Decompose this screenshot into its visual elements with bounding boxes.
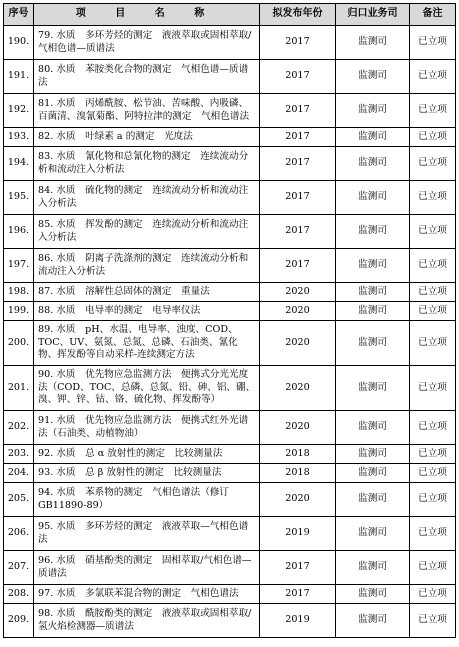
release-year-cell: 2018: [260, 445, 336, 464]
row-number-cell: 199.: [4, 302, 34, 321]
project-name-cell: 85. 水质 挥发酚的测定 连续流动分析和流动注入分析法: [34, 215, 260, 249]
release-year-cell: 2017: [260, 181, 336, 215]
department-cell: 监测司: [336, 215, 410, 249]
row-number-cell: 201.: [4, 366, 34, 411]
project-name-cell: 90. 水质 优先物应急监测方法 便携式分光光度法（COD、TOC、总磷、总氮、铅、砷、铝、硼、溴、钾、锌、钴、铬、硫化物、挥发酚等）: [34, 366, 260, 411]
release-year-cell: 2020: [260, 411, 336, 445]
table-row: [4, 181, 456, 215]
remark-cell: 已立项: [410, 464, 456, 483]
release-year-cell: 2020: [260, 302, 336, 321]
table-row: [4, 26, 456, 60]
project-name-cell: 79. 水质 多环芳烃的测定 液液萃取或固相萃取/气相色谱—质谱法: [34, 26, 260, 60]
header-no: 序号: [4, 4, 34, 26]
table-row: [4, 321, 456, 366]
row-number-cell: 194.: [4, 147, 34, 181]
project-name-cell: 82. 水质 叶绿素 a 的测定 光度法: [34, 128, 260, 147]
department-cell: 监测司: [336, 147, 410, 181]
project-name-cell: 88. 水质 电导率的测定 电导率仪法: [34, 302, 260, 321]
release-year-cell: 2017: [260, 551, 336, 585]
table-body: [4, 26, 456, 638]
remark-cell: 已立项: [410, 604, 456, 638]
project-name-cell: 83. 水质 氰化物和总氰化物的测定 连续流动分析和流动注入分析法: [34, 147, 260, 181]
remark-cell: 已立项: [410, 411, 456, 445]
remark-cell: 已立项: [410, 445, 456, 464]
release-year-cell: 2018: [260, 464, 336, 483]
row-number-cell: 200.: [4, 321, 34, 366]
department-cell: 监测司: [336, 411, 410, 445]
table-row: [4, 483, 456, 517]
remark-cell: 已立项: [410, 60, 456, 94]
table-row: [4, 249, 456, 283]
remark-cell: 已立项: [410, 128, 456, 147]
release-year-cell: 2019: [260, 604, 336, 638]
project-name-cell: 91. 水质 优先物应急监测方法 便携式红外光谱法（石油类、动植物油）: [34, 411, 260, 445]
release-year-cell: 2020: [260, 366, 336, 411]
header-row: [4, 4, 456, 26]
table-row: [4, 464, 456, 483]
department-cell: 监测司: [336, 128, 410, 147]
remark-cell: 已立项: [410, 321, 456, 366]
header-year: 拟发布年份: [260, 4, 336, 26]
release-year-cell: 2017: [260, 249, 336, 283]
project-name-cell: 98. 水质 酰胺酚类的测定 液液萃取或固相萃取/氢火焰检测器—质谱法: [34, 604, 260, 638]
department-cell: 监测司: [336, 483, 410, 517]
table-row: [4, 551, 456, 585]
table-row: [4, 604, 456, 638]
table-row: [4, 215, 456, 249]
project-name-cell: 96. 水质 硝基酚类的测定 固相萃取/气相色谱—质谱法: [34, 551, 260, 585]
row-number-cell: 195.: [4, 181, 34, 215]
row-number-cell: 191.: [4, 60, 34, 94]
remark-cell: 已立项: [410, 366, 456, 411]
release-year-cell: 2020: [260, 283, 336, 302]
department-cell: 监测司: [336, 366, 410, 411]
release-year-cell: 2017: [260, 585, 336, 604]
department-cell: 监测司: [336, 321, 410, 366]
release-year-cell: 2017: [260, 215, 336, 249]
project-name-cell: 97. 水质 多氯联苯混合物的测定 气相色谱法: [34, 585, 260, 604]
release-year-cell: 2017: [260, 60, 336, 94]
department-cell: 监测司: [336, 517, 410, 551]
project-name-cell: 84. 水质 硫化物的测定 连续流动分析和流动注入分析法: [34, 181, 260, 215]
header-dept: 归口业务司: [336, 4, 410, 26]
release-year-cell: 2020: [260, 321, 336, 366]
release-year-cell: 2017: [260, 94, 336, 128]
department-cell: 监测司: [336, 604, 410, 638]
department-cell: 监测司: [336, 181, 410, 215]
table-row: [4, 302, 456, 321]
remark-cell: 已立项: [410, 181, 456, 215]
department-cell: 监测司: [336, 464, 410, 483]
remark-cell: 已立项: [410, 302, 456, 321]
department-cell: 监测司: [336, 60, 410, 94]
row-number-cell: 206.: [4, 517, 34, 551]
row-number-cell: 190.: [4, 26, 34, 60]
remark-cell: 已立项: [410, 147, 456, 181]
table-row: [4, 128, 456, 147]
row-number-cell: 209.: [4, 604, 34, 638]
table-row: [4, 147, 456, 181]
department-cell: 监测司: [336, 94, 410, 128]
project-name-cell: 93. 水质 总 β 放射性的测定 比较测量法: [34, 464, 260, 483]
department-cell: 监测司: [336, 585, 410, 604]
table-row: [4, 445, 456, 464]
project-name-cell: 95. 水质 多环芳烃的测定 液液萃取—气相色谱法: [34, 517, 260, 551]
table-row: [4, 517, 456, 551]
row-number-cell: 205.: [4, 483, 34, 517]
row-number-cell: 208.: [4, 585, 34, 604]
table-row: [4, 411, 456, 445]
row-number-cell: 207.: [4, 551, 34, 585]
remark-cell: 已立项: [410, 551, 456, 585]
project-name-cell: 92. 水质 总 α 放射性的测定 比较测量法: [34, 445, 260, 464]
remark-cell: 已立项: [410, 26, 456, 60]
row-number-cell: 202.: [4, 411, 34, 445]
project-name-cell: 86. 水质 阴离子洗涤剂的测定 连续流动分析和流动注入分析法: [34, 249, 260, 283]
department-cell: 监测司: [336, 26, 410, 60]
row-number-cell: 203.: [4, 445, 34, 464]
row-number-cell: 198.: [4, 283, 34, 302]
table-row: [4, 60, 456, 94]
department-cell: 监测司: [336, 551, 410, 585]
header-note: 备注: [410, 4, 456, 26]
release-year-cell: 2020: [260, 483, 336, 517]
remark-cell: 已立项: [410, 517, 456, 551]
standards-table: [3, 3, 456, 638]
project-name-cell: 80. 水质 苯胺类化合物的测定 气相色谱—质谱法: [34, 60, 260, 94]
release-year-cell: 2017: [260, 26, 336, 60]
release-year-cell: 2019: [260, 517, 336, 551]
project-name-cell: 87. 水质 溶解性总固体的测定 重量法: [34, 283, 260, 302]
table-row: [4, 283, 456, 302]
table-row: [4, 94, 456, 128]
remark-cell: 已立项: [410, 283, 456, 302]
header-name: 项 目 名 称: [34, 4, 260, 26]
row-number-cell: 193.: [4, 128, 34, 147]
remark-cell: 已立项: [410, 483, 456, 517]
table-row: [4, 366, 456, 411]
row-number-cell: 204.: [4, 464, 34, 483]
remark-cell: 已立项: [410, 215, 456, 249]
department-cell: 监测司: [336, 249, 410, 283]
row-number-cell: 196.: [4, 215, 34, 249]
remark-cell: 已立项: [410, 585, 456, 604]
standards-table-wrap: [3, 3, 456, 638]
department-cell: 监测司: [336, 445, 410, 464]
remark-cell: 已立项: [410, 249, 456, 283]
release-year-cell: 2017: [260, 128, 336, 147]
project-name-cell: 81. 水质 丙烯酰胺、松节油、苦味酸、内吸磷、百菌清、溴氰菊酯、阿特拉津的测定 气相色谱法: [34, 94, 260, 128]
department-cell: 监测司: [336, 302, 410, 321]
row-number-cell: 192.: [4, 94, 34, 128]
project-name-cell: 89. 水质 pH、水温、电导率、浊度、COD、TOC、UV、氨氮、总氮、总磷、石油类、氰化物、挥发酚等自动采样-连续测定方法: [34, 321, 260, 366]
department-cell: 监测司: [336, 283, 410, 302]
release-year-cell: 2017: [260, 147, 336, 181]
table-row: [4, 585, 456, 604]
row-number-cell: 197.: [4, 249, 34, 283]
remark-cell: 已立项: [410, 94, 456, 128]
project-name-cell: 94. 水质 苯系物的测定 气相色谱法（修订 GB11890-89）: [34, 483, 260, 517]
